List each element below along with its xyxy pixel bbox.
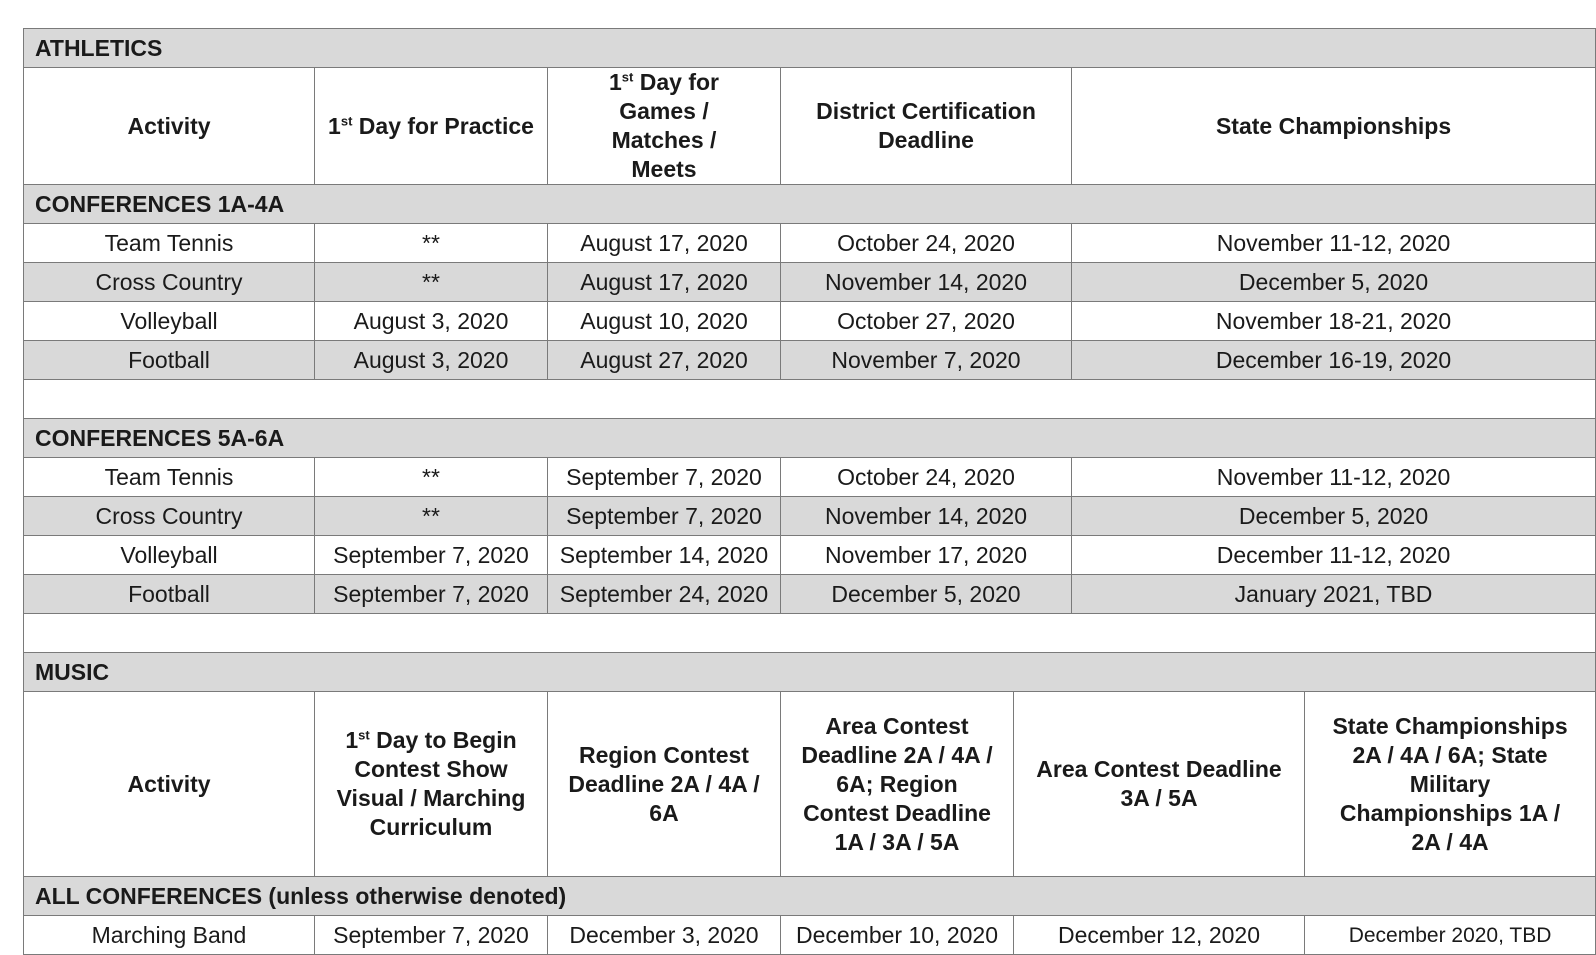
music-section-title: MUSIC xyxy=(24,653,1596,692)
area-cell: December 12, 2020 xyxy=(1014,916,1305,955)
district-cell: November 14, 2020 xyxy=(781,497,1072,536)
table-row xyxy=(24,536,1596,575)
header-state-championships: State Championships xyxy=(1072,68,1596,185)
header-first-day-games: 1st Day for Games / Matches / Meets xyxy=(548,68,781,185)
header-first-day-practice: 1st Day for Practice xyxy=(315,68,548,185)
practice-cell: August 3, 2020 xyxy=(315,302,548,341)
activity-cell: Marching Band xyxy=(24,916,315,955)
conf-5a-6a-section-row xyxy=(24,419,1596,458)
music-header-region-contest: Region Contest Deadline 2A / 4A / 6A xyxy=(548,692,781,877)
athletics-section-row xyxy=(24,29,1596,68)
music-header-activity: Activity xyxy=(24,692,315,877)
state-cell: December 5, 2020 xyxy=(1072,497,1596,536)
conf-1a-4a-title: CONFERENCES 1A-4A xyxy=(24,185,1596,224)
practice-cell: August 3, 2020 xyxy=(315,341,548,380)
conf-1a-4a-section-row xyxy=(24,185,1596,224)
practice-cell: September 7, 2020 xyxy=(315,536,548,575)
games-cell: September 7, 2020 xyxy=(548,458,781,497)
games-cell: September 7, 2020 xyxy=(548,497,781,536)
begin-cell: September 7, 2020 xyxy=(315,916,548,955)
header-activity: Activity xyxy=(24,68,315,185)
state-cell: November 11-12, 2020 xyxy=(1072,458,1596,497)
schedule-table-container xyxy=(23,28,1568,948)
table-row xyxy=(24,575,1596,614)
region-cell: December 3, 2020 xyxy=(548,916,781,955)
practice-cell: September 7, 2020 xyxy=(315,575,548,614)
district-cell: November 7, 2020 xyxy=(781,341,1072,380)
table-row xyxy=(24,458,1596,497)
district-cell: December 5, 2020 xyxy=(781,575,1072,614)
state-cell: December 16-19, 2020 xyxy=(1072,341,1596,380)
music-header-area-region-contest: Area Contest Deadline 2A / 4A / 6A; Region Contest Deadline 1A / 3A / 5A xyxy=(781,692,1014,877)
activity-cell: Football xyxy=(24,575,315,614)
spacer-cell xyxy=(24,380,1596,419)
district-cell: October 24, 2020 xyxy=(781,224,1072,263)
practice-cell: ** xyxy=(315,224,548,263)
games-cell: September 14, 2020 xyxy=(548,536,781,575)
practice-cell: ** xyxy=(315,497,548,536)
area-region-cell: December 10, 2020 xyxy=(781,916,1014,955)
state-cell: December 11-12, 2020 xyxy=(1072,536,1596,575)
activity-cell: Volleyball xyxy=(24,536,315,575)
athletics-section-title: ATHLETICS xyxy=(24,29,1596,68)
district-cell: November 17, 2020 xyxy=(781,536,1072,575)
all-conferences-title: ALL CONFERENCES (unless otherwise denoted) xyxy=(24,877,1596,916)
state-cell: November 18-21, 2020 xyxy=(1072,302,1596,341)
activity-cell: Cross Country xyxy=(24,263,315,302)
header-district-certification: District Certification Deadline xyxy=(781,68,1072,185)
games-cell: September 24, 2020 xyxy=(548,575,781,614)
games-cell: August 17, 2020 xyxy=(548,263,781,302)
table-row xyxy=(24,224,1596,263)
all-conferences-section-row xyxy=(24,877,1596,916)
activity-cell: Team Tennis xyxy=(24,458,315,497)
games-cell: August 10, 2020 xyxy=(548,302,781,341)
table-row xyxy=(24,497,1596,536)
practice-cell: ** xyxy=(315,458,548,497)
conf-5a-6a-title: CONFERENCES 5A-6A xyxy=(24,419,1596,458)
music-header-first-day-begin: 1st Day to Begin Contest Show Visual / Marching Curriculum xyxy=(315,692,548,877)
table-row xyxy=(24,341,1596,380)
activity-cell: Cross Country xyxy=(24,497,315,536)
schedule-table xyxy=(23,28,1596,955)
state-cell: December 2020, TBD xyxy=(1305,916,1596,955)
state-cell: November 11-12, 2020 xyxy=(1072,224,1596,263)
spacer-cell xyxy=(24,614,1596,653)
spacer-row xyxy=(24,614,1596,653)
activity-cell: Volleyball xyxy=(24,302,315,341)
district-cell: October 27, 2020 xyxy=(781,302,1072,341)
music-section-row xyxy=(24,653,1596,692)
table-row xyxy=(24,263,1596,302)
music-header-area-contest: Area Contest Deadline 3A / 5A xyxy=(1014,692,1305,877)
practice-cell: ** xyxy=(315,263,548,302)
district-cell: November 14, 2020 xyxy=(781,263,1072,302)
games-cell: August 17, 2020 xyxy=(548,224,781,263)
activity-cell: Team Tennis xyxy=(24,224,315,263)
music-header-state-championships: State Championships 2A / 4A / 6A; State Military Championships 1A / 2A / 4A xyxy=(1305,692,1596,877)
district-cell: October 24, 2020 xyxy=(781,458,1072,497)
table-row xyxy=(24,302,1596,341)
table-row xyxy=(24,916,1596,955)
music-header-row xyxy=(24,692,1596,877)
athletics-header-row xyxy=(24,68,1596,185)
state-cell: December 5, 2020 xyxy=(1072,263,1596,302)
games-cell: August 27, 2020 xyxy=(548,341,781,380)
activity-cell: Football xyxy=(24,341,315,380)
spacer-row xyxy=(24,380,1596,419)
state-cell: January 2021, TBD xyxy=(1072,575,1596,614)
